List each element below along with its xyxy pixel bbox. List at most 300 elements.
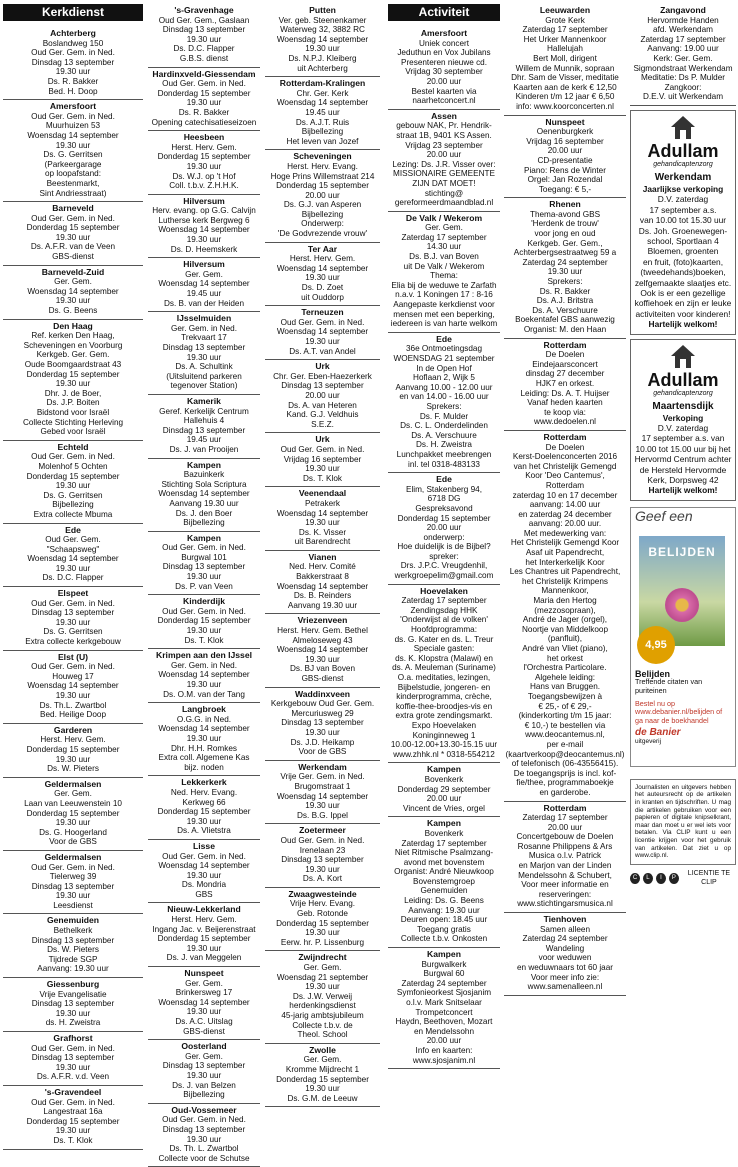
listing-line: Oud Ger. Gem. in Ned. bbox=[31, 598, 115, 608]
listing-line: (kinderkorting t/m 15 jaar: bbox=[518, 711, 612, 721]
listing-line: Drs. J.P.C. Vreugdenhil, bbox=[400, 561, 488, 571]
listing-line: info: www.koorconcerten.nl bbox=[516, 101, 614, 111]
listing-line: Woensdag 14 september bbox=[276, 581, 369, 591]
listing-line: Zaterdag 17 september bbox=[401, 596, 487, 606]
listing-line: Laan van Leeuwenstein 10 bbox=[24, 798, 122, 808]
listing-entry bbox=[148, 1104, 260, 1167]
listing-line: Woensdag 14 september bbox=[276, 791, 369, 801]
listing-line: Ds. A. Kort bbox=[302, 874, 343, 884]
listing-entry bbox=[3, 524, 143, 588]
listing-line: Dinsdag 13 september bbox=[281, 855, 364, 865]
publisher-logo: de Banier bbox=[635, 727, 681, 739]
listing-line: (kaartverkoop@deocantemus.nl) bbox=[505, 749, 625, 759]
listing-line: Dinsdag 13 september bbox=[31, 881, 115, 891]
listing-title: Lekkerkerk bbox=[181, 777, 227, 788]
listing-line: voor jong en oud bbox=[534, 229, 596, 239]
listing-line: Dhr. J. de Boer, bbox=[44, 388, 102, 398]
listing-line: Kerkgeb. Ger. Gem. bbox=[36, 350, 110, 360]
listing-line: Rotterdam bbox=[545, 480, 585, 490]
listing-line: Elim, Stakenberg 94, bbox=[405, 484, 482, 494]
book-order-link[interactable]: Bestel nu op www.debanier.nl/belijden of ga naar de boekhandel bbox=[635, 698, 723, 725]
listing-line: www.dedoelen.nl bbox=[534, 417, 596, 427]
listing-line: Leiding: Ds. G. Beens bbox=[404, 896, 484, 906]
listing-entry bbox=[504, 4, 626, 116]
listing-line: Ger. Gem. bbox=[425, 223, 463, 233]
listing-line: Zaterdag 17 september bbox=[522, 813, 608, 823]
listing-line: 19.30 uur bbox=[55, 296, 91, 306]
listing-line: Vanaf heden kaarten bbox=[527, 398, 603, 408]
listing-entry bbox=[3, 266, 143, 320]
listing-title: Kampen bbox=[427, 764, 461, 775]
listing-title: Scheveningen bbox=[293, 151, 352, 162]
listing-title: Urk bbox=[315, 434, 330, 445]
listing-line: Ds. A.F.R. v.d. Veen bbox=[36, 1072, 110, 1082]
listing-line: 20.00 uur bbox=[547, 146, 583, 156]
listing-line: Concertgebouw de Doelen bbox=[516, 832, 614, 842]
listing-title: Den Haag bbox=[53, 320, 93, 331]
listing-line: en Mendelssohn bbox=[413, 1026, 475, 1036]
listing-line: Hallelujah bbox=[547, 44, 583, 54]
listing-line: Ds. A.T. van Andel bbox=[289, 346, 356, 356]
listing-line: 'Herdenk de trouw' bbox=[531, 219, 599, 229]
listing-line: Sprekers: bbox=[426, 401, 462, 411]
listing-line: Ds. Th. L. Zwartbol bbox=[169, 1144, 239, 1154]
listing-line: 36e Ontmoetingsdag bbox=[405, 344, 482, 354]
listing-line: Bestel kaarten via bbox=[411, 86, 477, 96]
listing-line: Bakkerstraat 8 bbox=[296, 572, 349, 582]
ad-line: Ds. Joh. Groenewegen- bbox=[638, 225, 728, 236]
listing-line: Ds. J.D. Heikamp bbox=[290, 737, 355, 747]
listing-line: Kerst-Doelenconcerten 2016 bbox=[512, 452, 618, 462]
listing-line: Asaf uit Papendrecht, bbox=[525, 548, 605, 558]
listing-line: Dinsdag 13 september bbox=[31, 57, 115, 67]
listing-line: 19.30 uur bbox=[305, 44, 340, 54]
listing-line: Organist: André Nieuwkoop bbox=[394, 867, 494, 877]
listing-line: Bijbellezing bbox=[183, 518, 225, 528]
listing-title: Genemuiden bbox=[46, 915, 100, 926]
listing-line: Houweg 17 bbox=[52, 671, 94, 681]
listing-line: Vincent de Vries, orgel bbox=[403, 803, 485, 813]
listing-line: Brugomstraat 1 bbox=[294, 781, 351, 791]
listing-line: Voor meer informatie en bbox=[521, 880, 609, 890]
listing-line: Achterbergsestraatweg 59 a bbox=[513, 248, 617, 258]
column-kerkdienst-3 bbox=[265, 4, 380, 1107]
listing-line: 19.45 uur bbox=[305, 107, 340, 117]
copyright-disclaimer: Journalisten en uitgevers hebben het auteursrecht op de artikelen in kranten en tijdschriften. U mag die artikelen gebruiken voor een papieren of digitale knipselkrant, maar dan moet u er wel iets voor betalen. Via CLIP kunt u een licentie krijgen voor het gebruik van artikelen. Dat ziet u op www.clip.nl. bbox=[630, 779, 736, 865]
listing-line: WOENSDAG 21 september bbox=[393, 354, 495, 363]
listing-line: Woensdag 14 september bbox=[276, 508, 369, 518]
listing-title: Kampen bbox=[427, 818, 461, 829]
listing-line: Molenhof 5 Ochten bbox=[38, 461, 108, 471]
listing-line: Voor de GBS bbox=[298, 747, 347, 757]
listing-title: Hoevelaken bbox=[420, 585, 468, 596]
listing-line: André de Jager (orgel), bbox=[522, 615, 608, 625]
listing-line: ZIJN DAT MOET! bbox=[412, 178, 476, 188]
listing-line: Dinsdag 13 september bbox=[31, 608, 115, 618]
ad-line: school, Sportlaan 4 bbox=[647, 235, 719, 246]
listing-line: Dinsdag 13 september bbox=[162, 343, 246, 352]
listing-line: Oud Ger. Gem. in Ned. bbox=[31, 452, 115, 462]
listing-line: Orgel: Jan Rozendal bbox=[527, 175, 603, 185]
listing-entry bbox=[3, 851, 143, 915]
listing-line: 19.30 uur bbox=[55, 232, 91, 242]
listing-line: Presenteren nieuwe cd. bbox=[400, 57, 488, 67]
listing-entry bbox=[3, 100, 143, 202]
listing-title: Oosterland bbox=[181, 1041, 227, 1052]
listing-line: Theol. School bbox=[297, 1030, 348, 1040]
column-ads bbox=[630, 4, 736, 888]
listing-line: Donderdag 15 september bbox=[276, 181, 369, 191]
listing-line: D.E.V. uit Werkendam bbox=[642, 92, 724, 102]
listing-line: Toegang: € 5,- bbox=[538, 184, 592, 194]
listing-line: Ds. A. van Heteren bbox=[288, 400, 357, 410]
listing-line: Bazuinkerk bbox=[183, 470, 225, 480]
listing-line: Ger. Gem. in Ned. bbox=[171, 660, 237, 670]
listing-line: Oud Ger. Gem. in Ned. bbox=[31, 862, 115, 872]
listing-line: Ds. W. Pieters bbox=[47, 764, 99, 774]
listing-line: Oud Ger. Gem. in Ned. bbox=[162, 851, 246, 861]
listing-line: Donderdag 15 september bbox=[397, 513, 491, 523]
ad-subtitle: Jaarlijkse verkoping bbox=[642, 183, 724, 194]
listing-entry bbox=[388, 110, 500, 212]
listing-line: fie/thee, programmaboekje bbox=[516, 778, 614, 788]
listing-line: Zangkoor: bbox=[664, 82, 702, 92]
listing-line: Hoe duidelijk is de Bijbel? bbox=[397, 542, 491, 552]
listing-entry bbox=[265, 1044, 380, 1108]
listing-line: Waterweg 32, 3882 RC bbox=[280, 25, 365, 35]
listing-line: 20.00 uur bbox=[426, 1036, 462, 1046]
listing-title: Barneveld-Zuid bbox=[41, 266, 105, 277]
listing-line: Woensdag 14 september bbox=[158, 997, 250, 1007]
listing-line: dinsdag 27 december bbox=[525, 369, 605, 379]
listing-line: Info en kaarten: bbox=[415, 1045, 473, 1055]
listing-title: Ede bbox=[65, 524, 81, 535]
listing-entry bbox=[265, 551, 380, 615]
listing-line: Kaarten aan de kerk € 12,50 bbox=[513, 82, 617, 92]
listing-line: Bovenkerk bbox=[424, 828, 464, 838]
listing-line: het Christelijk Krimpens bbox=[522, 576, 608, 586]
listing-line: GBS-dienst bbox=[301, 674, 344, 683]
listing-entry bbox=[388, 473, 500, 585]
listing-line: Donderdag 15 september bbox=[157, 616, 251, 626]
listing-line: 20.00 uur bbox=[426, 76, 462, 86]
listing-line: Herv. evang. op G.G. Calvijn bbox=[152, 206, 256, 216]
listing-line: Ds. G.M. de Leeuw bbox=[287, 1093, 358, 1103]
listing-line: Scheveningen en Voorburg bbox=[23, 340, 123, 350]
listing-line: Petrakerk bbox=[304, 498, 341, 508]
listing-line: gereformeerdmaandblad.nl bbox=[394, 198, 494, 208]
listing-title: Werkendam bbox=[298, 761, 347, 772]
listing-line: Ds. D. Heemskerk bbox=[170, 244, 238, 254]
adullam-logo-icon bbox=[669, 115, 697, 141]
listing-line: Ds. G. Gerritsen bbox=[43, 627, 103, 637]
listing-line: 19.30 uur bbox=[55, 1008, 91, 1018]
listing-line: Toegang gratis bbox=[417, 924, 471, 934]
listing-line: Bethelkerk bbox=[53, 926, 93, 936]
listing-line: Voor de GBS bbox=[49, 837, 97, 847]
listing-line: Ger. Gem. bbox=[54, 789, 92, 799]
listing-line: (Uitsluitend parkeren bbox=[166, 371, 242, 381]
listing-line: Oud Ger. Gem. in Ned. bbox=[31, 662, 115, 672]
clip-license bbox=[630, 869, 736, 888]
listing-line: Leesdienst bbox=[53, 900, 93, 910]
listing-entry bbox=[265, 487, 380, 551]
listing-line: Dinsdag 13 september bbox=[162, 25, 246, 35]
listing-line: 19.30 uur bbox=[186, 626, 222, 636]
listing-entry bbox=[265, 951, 380, 1043]
listing-line: Zaterdag 17 september bbox=[401, 838, 487, 848]
listing-title: Rotterdam-Kralingen bbox=[279, 78, 366, 89]
listing-line: (Parkeergarage bbox=[44, 159, 102, 169]
listing-line: Herst. Herv. Gem. bbox=[289, 254, 356, 264]
listing-line: Oud Ger. Gem. in Ned. bbox=[31, 111, 115, 121]
listing-title: Zwijndrecht bbox=[298, 952, 347, 963]
listing-line: Donderdag 29 september bbox=[397, 784, 491, 794]
listing-line: Expo Hoevelaken bbox=[411, 720, 477, 730]
listing-line: 19.30 uur bbox=[305, 1084, 340, 1094]
listing-line: Dinsdag 13 september bbox=[31, 1053, 115, 1063]
listing-line: Voor meer info zie: bbox=[530, 972, 600, 982]
listing-line: het orkest bbox=[547, 653, 583, 663]
listing-line: Toegangsbewijzen à bbox=[527, 691, 603, 701]
listing-line: Woensdag 14 september bbox=[27, 130, 119, 140]
ad-line: Hervormd Centrum achter bbox=[634, 454, 732, 465]
listing-line: extra grote zendingsmarkt. bbox=[395, 711, 493, 721]
listing-title: Heesbeen bbox=[183, 132, 225, 143]
listing-line: Hoflaan 2, Wijk 5 bbox=[413, 373, 475, 383]
listing-line: Woensdag 14 september bbox=[158, 724, 250, 734]
listing-line: 45-jarig ambtsjubileum bbox=[281, 1011, 364, 1020]
ad-line: van 10.00 tot 15.30 uur bbox=[639, 215, 727, 226]
listing-line: 19.30 uur bbox=[55, 1062, 91, 1072]
listing-line: 20.00 uur bbox=[305, 390, 340, 400]
listing-group bbox=[504, 4, 626, 996]
listing-line: 19.30 uur bbox=[186, 572, 222, 582]
ad-line: activiteiten voor kinderen! bbox=[635, 308, 731, 319]
listing-line: Ds. Th.L. Zwartbol bbox=[39, 700, 107, 710]
listing-line: (mezzosopraan), bbox=[534, 605, 596, 615]
listing-line: Ds. D.C. Flapper bbox=[42, 573, 104, 583]
listing-title: Waddinxveen bbox=[294, 688, 351, 699]
listing-line: Ds. G. Gerritsen bbox=[43, 490, 103, 500]
listing-line: 19.30 uur bbox=[186, 34, 222, 44]
listing-line: te koop via: bbox=[544, 407, 586, 417]
listing-entry bbox=[3, 651, 143, 724]
clip-l-icon: L bbox=[643, 873, 653, 884]
listing-line: Bijbellezing bbox=[301, 127, 344, 137]
listing-line: Genemuiden bbox=[420, 886, 468, 896]
listing-entry bbox=[265, 243, 380, 307]
listing-title: Elspeet bbox=[57, 588, 89, 599]
listing-line: uit Ouddorp bbox=[301, 292, 344, 302]
listing-line: 19.30 uur bbox=[305, 801, 340, 811]
ad-body bbox=[634, 194, 732, 319]
listing-line: Donderdag 15 september bbox=[276, 918, 369, 928]
listing-line: n.a.v. 1 Koningen 17 : 8-16 bbox=[395, 290, 493, 300]
listing-line: Langestraat 16a bbox=[43, 1107, 103, 1117]
listing-line: Het Christelijk Gemengd Koor bbox=[510, 538, 620, 548]
listing-line: 19.30 uur bbox=[55, 67, 91, 77]
listing-line: O.G.G. in Ned. bbox=[176, 714, 232, 724]
listing-line: Ned. Herv. Evang. bbox=[170, 787, 238, 797]
listing-line: Vrije Evangelisatie bbox=[39, 989, 107, 999]
listing-title: Zoetermeer bbox=[299, 825, 346, 836]
listing-entry bbox=[148, 195, 260, 259]
listing-line: Woensdag 14 september bbox=[27, 681, 119, 691]
listing-line: GBS-dienst bbox=[183, 1026, 225, 1036]
listing-entry bbox=[3, 320, 143, 441]
listing-line: André van Vliet (piano), bbox=[522, 644, 608, 653]
listing-line: 19.30 uur bbox=[305, 654, 340, 664]
listing-line: Ger. Gem. bbox=[303, 1055, 342, 1065]
listing-line: Zendingsdag HHK bbox=[410, 605, 478, 615]
listing-line: Ds. B. Reinders bbox=[293, 591, 352, 601]
section-header-activiteit: Activiteit bbox=[388, 4, 500, 21]
listing-line: Ds. Mondria bbox=[181, 880, 227, 890]
listing-line: Bijbellezing bbox=[301, 209, 344, 219]
listing-line: Leiding: Ds. A. T. Huijser bbox=[520, 388, 610, 398]
listing-entry bbox=[3, 587, 143, 651]
listing-line: 20.00 uur bbox=[547, 822, 583, 832]
listing-title: Geldermalsen bbox=[44, 851, 102, 862]
listing-line: het Interkerkelijk Koor bbox=[525, 557, 605, 567]
listing-entry bbox=[504, 431, 626, 802]
listing-line: Trekvaart 17 bbox=[181, 333, 227, 343]
listing-line: en zaterdag 24 december bbox=[518, 509, 612, 519]
listing-line: O.a. meditaties, lezingen, bbox=[397, 673, 491, 682]
listing-line: Bovenkerk bbox=[424, 774, 464, 784]
listing-group bbox=[148, 4, 260, 1167]
listing-line: stichting@ bbox=[424, 188, 464, 198]
listing-title: Rotterdam bbox=[543, 339, 587, 350]
listing-line: CD-presentatie bbox=[537, 155, 593, 165]
listing-line: 19.30 uur bbox=[55, 1126, 91, 1136]
listing-line: Dinsdag 13 september bbox=[162, 1061, 246, 1071]
listing-line: Oud Ger. Gem. in Ned. bbox=[280, 317, 365, 327]
clip-c-icon: C bbox=[630, 873, 640, 884]
listing-line: Burgwal 60 bbox=[423, 969, 465, 979]
listing-entry bbox=[148, 903, 260, 967]
listing-line: Bed. H. Doop bbox=[48, 86, 98, 96]
listing-line: Ds. T. Klok bbox=[303, 473, 342, 483]
listing-line: 19.30 uur bbox=[186, 816, 222, 826]
listing-title: Vriezenveen bbox=[297, 615, 348, 626]
listing-entry bbox=[3, 202, 143, 266]
listing-line: Collecte Stichting Herleving bbox=[22, 417, 124, 427]
listing-line: Almeloseweg 43 bbox=[292, 635, 353, 645]
ad-line: (tweedehands)boeken, bbox=[640, 267, 726, 278]
listing-line: Koor 'Deo Cantemus', bbox=[525, 471, 605, 481]
listing-line: Samen alleen bbox=[539, 924, 591, 934]
adullam-ad-werkendam bbox=[630, 110, 736, 335]
listing-line: 19.30 uur bbox=[55, 691, 91, 700]
listing-line: Aangepaste kerkdienst voor bbox=[393, 300, 495, 310]
listing-title: Ter Aar bbox=[307, 243, 338, 254]
listing-line: Musica o.l.v. Patrick bbox=[528, 851, 602, 861]
listing-line: avond met bovenstem bbox=[403, 857, 485, 867]
listing-line: 'De Godvrezende vrouw' bbox=[277, 229, 368, 239]
listing-line: Ds. A. Verschuure bbox=[532, 305, 598, 315]
listing-entry bbox=[388, 585, 500, 764]
listing-entry bbox=[388, 763, 500, 817]
listing-line: Bovenstemgroep bbox=[413, 876, 475, 886]
listing-line: Dhr. Sam de Visser, meditatie bbox=[511, 73, 619, 83]
listing-line: Kromme Mijdrecht 1 bbox=[285, 1064, 360, 1074]
listing-title: Kamerik bbox=[187, 395, 221, 406]
flower-icon bbox=[665, 588, 699, 622]
listing-title: Giessenburg bbox=[46, 979, 100, 990]
listing-line: Burgwalkerk bbox=[421, 959, 467, 969]
listing-line: ds. H. Zweistra bbox=[45, 1018, 101, 1028]
listing-line: mensen met een beperking, bbox=[393, 309, 495, 319]
ad-line: Kerk, Dorpsweg 42 bbox=[647, 475, 719, 486]
listing-line: Zaterdag 24 september bbox=[522, 934, 608, 944]
listing-line: Ds. J.W. Verweij bbox=[292, 991, 353, 1001]
listing-entry bbox=[148, 68, 260, 132]
listing-line: Woensdag 14 september bbox=[27, 554, 119, 564]
listing-line: Bert Moll, dirigent bbox=[533, 53, 597, 63]
ad-title: Werkendam bbox=[654, 171, 712, 183]
listing-line: Dhr. H.H. Romkes bbox=[171, 743, 237, 753]
listing-line: Boekentafel GBS aanwezig bbox=[515, 315, 615, 325]
listing-title: Rotterdam bbox=[543, 431, 587, 442]
publisher-sub: uitgeverij bbox=[635, 738, 662, 746]
listing-line: Extra collecte Mbuma bbox=[33, 509, 113, 519]
listing-line: MISSIONAIRE GEMEENTE bbox=[393, 169, 495, 179]
listing-title: 's-Gravenhage bbox=[174, 5, 234, 15]
listing-line: Woensdag 14 september bbox=[27, 286, 119, 296]
listing-line: werkgroepelim@gmail.com bbox=[394, 571, 494, 581]
listing-title: Kinderdijk bbox=[182, 596, 226, 607]
listing-line: Thema: bbox=[430, 271, 458, 281]
column-kerkdienst-1 bbox=[3, 4, 143, 1150]
listing-line: (panfluit), bbox=[547, 634, 583, 644]
listing-line: Oud Ger. Gem. in Ned. bbox=[162, 79, 246, 89]
listing-line: 19.45 uur bbox=[186, 435, 222, 445]
listing-entry bbox=[504, 116, 626, 199]
listing-line: Woensdag 14 september bbox=[276, 263, 369, 273]
listing-entry bbox=[3, 1086, 143, 1150]
listing-line: 19.45 uur bbox=[186, 289, 222, 299]
listing-title: Hilversum bbox=[183, 195, 225, 206]
listing-line: Het Urker Mannenkoor bbox=[523, 34, 607, 44]
listing-line: Ds. D.C. Flapper bbox=[173, 44, 235, 54]
listing-line: 19.30 uur bbox=[186, 1134, 222, 1144]
listing-line: Oude Boomgaardstraat 43 bbox=[24, 360, 122, 369]
listing-entry bbox=[148, 258, 260, 312]
listing-line: Woensdag 14 september bbox=[276, 98, 369, 108]
listing-entry bbox=[265, 614, 380, 687]
listing-line: Piano: Rens de Winter bbox=[524, 165, 606, 175]
listing-line: Woensdag 14 september bbox=[158, 489, 250, 499]
listing-line: Lunchpakket meebrengen bbox=[396, 449, 492, 459]
listing-entry bbox=[148, 131, 260, 195]
listing-entry bbox=[265, 433, 380, 487]
book-slogan: Geef een bbox=[635, 507, 693, 524]
listing-group bbox=[388, 27, 500, 1069]
listing-line: G.B.S. dienst bbox=[179, 53, 229, 63]
listing-line: Herst. Herv. Gem. bbox=[171, 142, 237, 152]
listing-entry bbox=[388, 948, 500, 1069]
listing-line: Donderdag 15 september bbox=[157, 88, 251, 98]
listing-entry bbox=[265, 306, 380, 360]
listing-line: Haydn, Beethoven, Mozart bbox=[395, 1017, 493, 1027]
adullam-logo-icon bbox=[669, 344, 697, 370]
listing-line: Aanvang: 19.30 uur bbox=[408, 905, 480, 915]
listing-line: reserveringen: bbox=[538, 889, 592, 899]
listing-line: Opening catechisatieseizoen bbox=[151, 117, 257, 127]
listing-line: Beestenmarkt, bbox=[46, 178, 100, 188]
